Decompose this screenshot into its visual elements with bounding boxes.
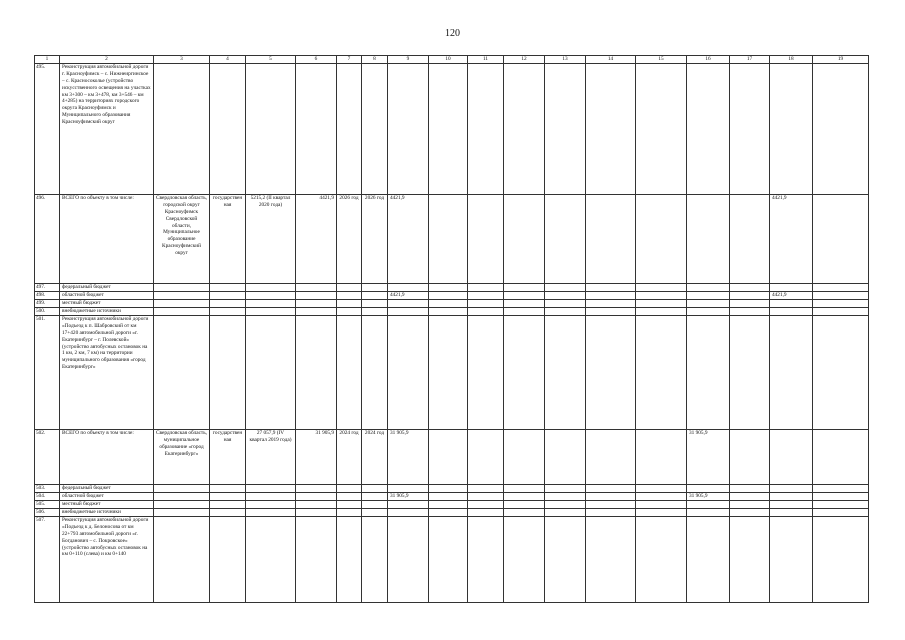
table-row [35,493,869,501]
table-cell [362,501,388,509]
table-cell [813,485,869,493]
table-cell [388,300,429,308]
row-number: 499. [35,300,60,308]
table-cell [730,509,770,517]
table-cell [545,517,586,603]
table-row [35,501,869,509]
table-cell [296,300,337,308]
table-cell [388,284,429,292]
table-row [35,430,869,485]
table-cell [296,308,337,316]
row-number: 504. [35,493,60,501]
table-cell [687,485,730,493]
column-header: 1 [35,56,60,64]
table-cell [246,64,296,195]
table-cell [388,64,429,195]
table-cell: государственная [210,430,246,485]
table-cell [770,284,813,292]
table-cell [429,292,468,300]
table-cell [586,517,636,603]
table-cell [586,430,636,485]
row-description: федеральный бюджет [60,485,154,493]
table-cell [586,501,636,509]
table-cell [468,509,504,517]
table-cell [337,501,362,509]
table-cell [813,195,869,284]
row-description: ВСЕГО по объекту в том числе: [60,430,154,485]
table-cell [154,284,210,292]
table-cell: 31 905,9 [388,430,429,485]
table-cell [296,316,337,430]
table-cell [429,284,468,292]
table-cell [504,300,545,308]
column-header: 14 [586,56,636,64]
table-cell [468,493,504,501]
column-header: 8 [362,56,388,64]
row-number: 503. [35,485,60,493]
table-cell [730,316,770,430]
table-cell [545,501,586,509]
table-cell [636,284,687,292]
table-row [35,195,869,284]
table-cell: 31 905,9 [687,430,730,485]
table-cell [337,509,362,517]
table-cell [337,517,362,603]
table-cell [210,509,246,517]
table-cell [246,493,296,501]
row-number: 495. [35,64,60,195]
table-cell [429,509,468,517]
table-cell [388,501,429,509]
table-cell [586,509,636,517]
table-cell [154,316,210,430]
table-cell [210,316,246,430]
table-cell [210,517,246,603]
table-cell [296,517,337,603]
table-cell [687,284,730,292]
table-cell [362,316,388,430]
table-cell [154,501,210,509]
table-cell [813,292,869,300]
table-cell [586,292,636,300]
row-description: внебюджетные источники [60,308,154,316]
table-cell [210,493,246,501]
table-cell [388,316,429,430]
table-cell [636,430,687,485]
table-cell [813,64,869,195]
table-cell [210,308,246,316]
table-cell [813,493,869,501]
table-cell [362,300,388,308]
budget-table [34,55,869,603]
row-number: 501. [35,316,60,430]
table-cell [429,300,468,308]
table-cell [730,485,770,493]
table-cell [813,509,869,517]
column-header: 12 [504,56,545,64]
table-cell [337,316,362,430]
table-cell: 31 905,9 [296,430,337,485]
table-cell [337,493,362,501]
table-cell [246,517,296,603]
row-number: 498. [35,292,60,300]
column-header: 9 [388,56,429,64]
table-cell [246,501,296,509]
table-cell [388,308,429,316]
row-description: областной бюджет [60,292,154,300]
table-cell [388,509,429,517]
table-cell [636,517,687,603]
table-cell [586,485,636,493]
column-header: 5 [246,56,296,64]
table-cell [770,316,813,430]
row-description: местный бюджет [60,501,154,509]
table-cell [687,517,730,603]
table-cell [296,64,337,195]
table-cell [468,430,504,485]
table-cell [730,300,770,308]
table-cell: 31 905,9 [388,493,429,501]
column-header: 15 [636,56,687,64]
table-cell [813,517,869,603]
table-cell: 4421,9 [296,195,337,284]
table-cell [504,485,545,493]
table-cell [545,430,586,485]
table-cell [337,300,362,308]
table-cell [468,284,504,292]
table-cell [296,292,337,300]
table-cell [545,485,586,493]
table-cell: Свердловская область, муниципальное образование «город Екатеринбург» [154,430,210,485]
row-number: 505. [35,501,60,509]
column-header: 13 [545,56,586,64]
row-description: областной бюджет [60,493,154,501]
row-description: Реконструкция автомобильной дороги г. Красноуфимск – с. Нижнеиргинское – с. Красносоколье (устройство искусственного освещения на участках км 3+300 – км 3+478, км 3+546 – км 4+285) на территориях городского округа Красноуфимск и Муниципального образования Красноуфимский округ [60,64,154,195]
table-cell [468,195,504,284]
table-cell [545,292,586,300]
table-cell [504,493,545,501]
row-description: местный бюджет [60,300,154,308]
table-cell [586,316,636,430]
table-cell [770,509,813,517]
table-cell: 5215,2 (II квартал 2020 года) [246,195,296,284]
table-cell [154,485,210,493]
table-cell [246,300,296,308]
table-cell [504,316,545,430]
table-cell [636,64,687,195]
table-cell [468,316,504,430]
table-row [35,509,869,517]
table-cell [362,284,388,292]
table-cell [296,501,337,509]
table-cell [504,509,545,517]
table-cell [636,493,687,501]
table-cell [429,308,468,316]
table-cell [545,64,586,195]
table-cell [636,501,687,509]
table-cell [504,284,545,292]
row-number: 500. [35,308,60,316]
table-cell [687,195,730,284]
row-description: федеральный бюджет [60,284,154,292]
table-cell [770,493,813,501]
table-cell [337,308,362,316]
column-header: 6 [296,56,337,64]
table-cell [362,308,388,316]
table-cell [468,292,504,300]
table-cell [687,316,730,430]
table-cell [730,308,770,316]
table-cell: 2024 год [337,430,362,485]
row-description: внебюджетные источники [60,509,154,517]
table-cell [586,195,636,284]
table-cell [468,308,504,316]
column-header: 3 [154,56,210,64]
column-header: 17 [730,56,770,64]
table-cell [504,292,545,300]
table-cell [770,300,813,308]
table-cell [337,485,362,493]
row-number: 497. [35,284,60,292]
table-cell [813,316,869,430]
table-cell [730,292,770,300]
table-cell: Свердловская область, городской округ Красноуфимск Свердловской области, Муниципальное образование Красноуфимский округ [154,195,210,284]
row-number: 507. [35,517,60,603]
table-cell [246,485,296,493]
table-cell [770,501,813,509]
table-cell [687,300,730,308]
row-description: ВСЕГО по объекту в том числе: [60,195,154,284]
table-cell [504,501,545,509]
table-cell [545,308,586,316]
table-cell: 4421,9 [770,195,813,284]
column-header: 4 [210,56,246,64]
table-row [35,292,869,300]
column-header: 7 [337,56,362,64]
table-cell [730,501,770,509]
table-cell [687,501,730,509]
table-cell [770,485,813,493]
table-cell [296,284,337,292]
table-cell [504,64,545,195]
table-cell [545,300,586,308]
table-cell [636,509,687,517]
table-cell [388,485,429,493]
table-cell [586,284,636,292]
table-cell [429,517,468,603]
table-cell [246,292,296,300]
table-cell: государственная [210,195,246,284]
table-cell [154,300,210,308]
table-cell [636,292,687,300]
table-cell [545,509,586,517]
table-cell [429,501,468,509]
table-cell [586,300,636,308]
table-cell [770,430,813,485]
table-cell [730,195,770,284]
table-cell [687,64,730,195]
table-cell [362,485,388,493]
table-cell [246,284,296,292]
table-cell [210,64,246,195]
table-cell [429,430,468,485]
table-cell [429,493,468,501]
table-cell [730,284,770,292]
table-cell [296,493,337,501]
table-cell [636,308,687,316]
table-cell [246,316,296,430]
table-cell [545,316,586,430]
column-header: 11 [468,56,504,64]
table-cell [337,64,362,195]
table-row [35,64,869,195]
table-cell [154,308,210,316]
table-cell: 31 905,9 [687,493,730,501]
table-cell [468,501,504,509]
header-row [35,56,869,64]
table-cell [154,517,210,603]
table-cell [429,64,468,195]
table-cell [730,493,770,501]
table-cell [586,64,636,195]
table-cell [154,509,210,517]
table-cell [388,517,429,603]
page-number: 120 [445,28,460,39]
table-row [35,485,869,493]
row-number: 506. [35,509,60,517]
table-cell [730,517,770,603]
table-row [35,517,869,603]
table-row [35,308,869,316]
table-cell [362,292,388,300]
row-description: Реконструкция автомобильной дороги «Подъезд к п. Шабровский от км 17+420 автомобильной дороги «г. Екатеринбург – г. Полевской» (устройство автобусных остановок на 1 км, 2 км, 7 км) на территории муниципального образования «город Екатеринбург» [60,316,154,430]
column-header: 16 [687,56,730,64]
table-cell [210,292,246,300]
table-cell [813,284,869,292]
table-cell [210,284,246,292]
table-cell [636,300,687,308]
table-cell [687,292,730,300]
table-cell [770,64,813,195]
table-cell [813,308,869,316]
table-cell [636,485,687,493]
table-cell [687,509,730,517]
table-cell [545,493,586,501]
table-cell [362,509,388,517]
table-cell: 2024 год [362,430,388,485]
table-row [35,300,869,308]
table-cell [468,517,504,603]
table-cell [813,501,869,509]
table-cell [813,300,869,308]
column-header: 2 [60,56,154,64]
table-cell [429,316,468,430]
table-cell [770,308,813,316]
table-cell: 4421,9 [388,195,429,284]
column-header: 10 [429,56,468,64]
table-cell [636,316,687,430]
table-cell [210,300,246,308]
table-cell [813,430,869,485]
table-cell [586,308,636,316]
row-number: 502. [35,430,60,485]
table-cell [362,493,388,501]
row-number: 496. [35,195,60,284]
table-cell [429,485,468,493]
table-cell [210,485,246,493]
table-cell [504,308,545,316]
table-cell: 4421,9 [770,292,813,300]
table-cell [296,485,337,493]
table-cell [337,292,362,300]
table-cell [504,195,545,284]
table-cell: 4421,9 [388,292,429,300]
table-cell [687,308,730,316]
table-cell [468,64,504,195]
table-cell [545,284,586,292]
table-cell [246,509,296,517]
table-cell: 2026 год [337,195,362,284]
table-cell [770,517,813,603]
column-header: 19 [813,56,869,64]
table-cell [586,493,636,501]
table-cell [154,292,210,300]
table-cell [362,64,388,195]
table-cell [730,430,770,485]
table-cell [362,517,388,603]
table-cell [337,284,362,292]
table-cell [246,308,296,316]
table-cell: 2026 год [362,195,388,284]
table-cell [504,517,545,603]
table-cell [545,195,586,284]
table-row [35,316,869,430]
table-cell [154,64,210,195]
table-cell [468,300,504,308]
table-row [35,284,869,292]
table-cell: 27 057,9 (IV квартал 2019 года) [246,430,296,485]
table-cell [210,501,246,509]
table-cell [730,64,770,195]
table-cell [636,195,687,284]
column-header: 18 [770,56,813,64]
table-cell [154,493,210,501]
table-cell [504,430,545,485]
table-cell [468,485,504,493]
table-cell [296,509,337,517]
table-cell [429,195,468,284]
row-description: Реконструкция автомобильной дороги «Подъезд к д. Белоносова от км 22+793 автомобильной дороги «г. Богданович – с. Покровское» (устройство автобусных остановок на км 0+110 (слева) и км 0+140 [60,517,154,603]
